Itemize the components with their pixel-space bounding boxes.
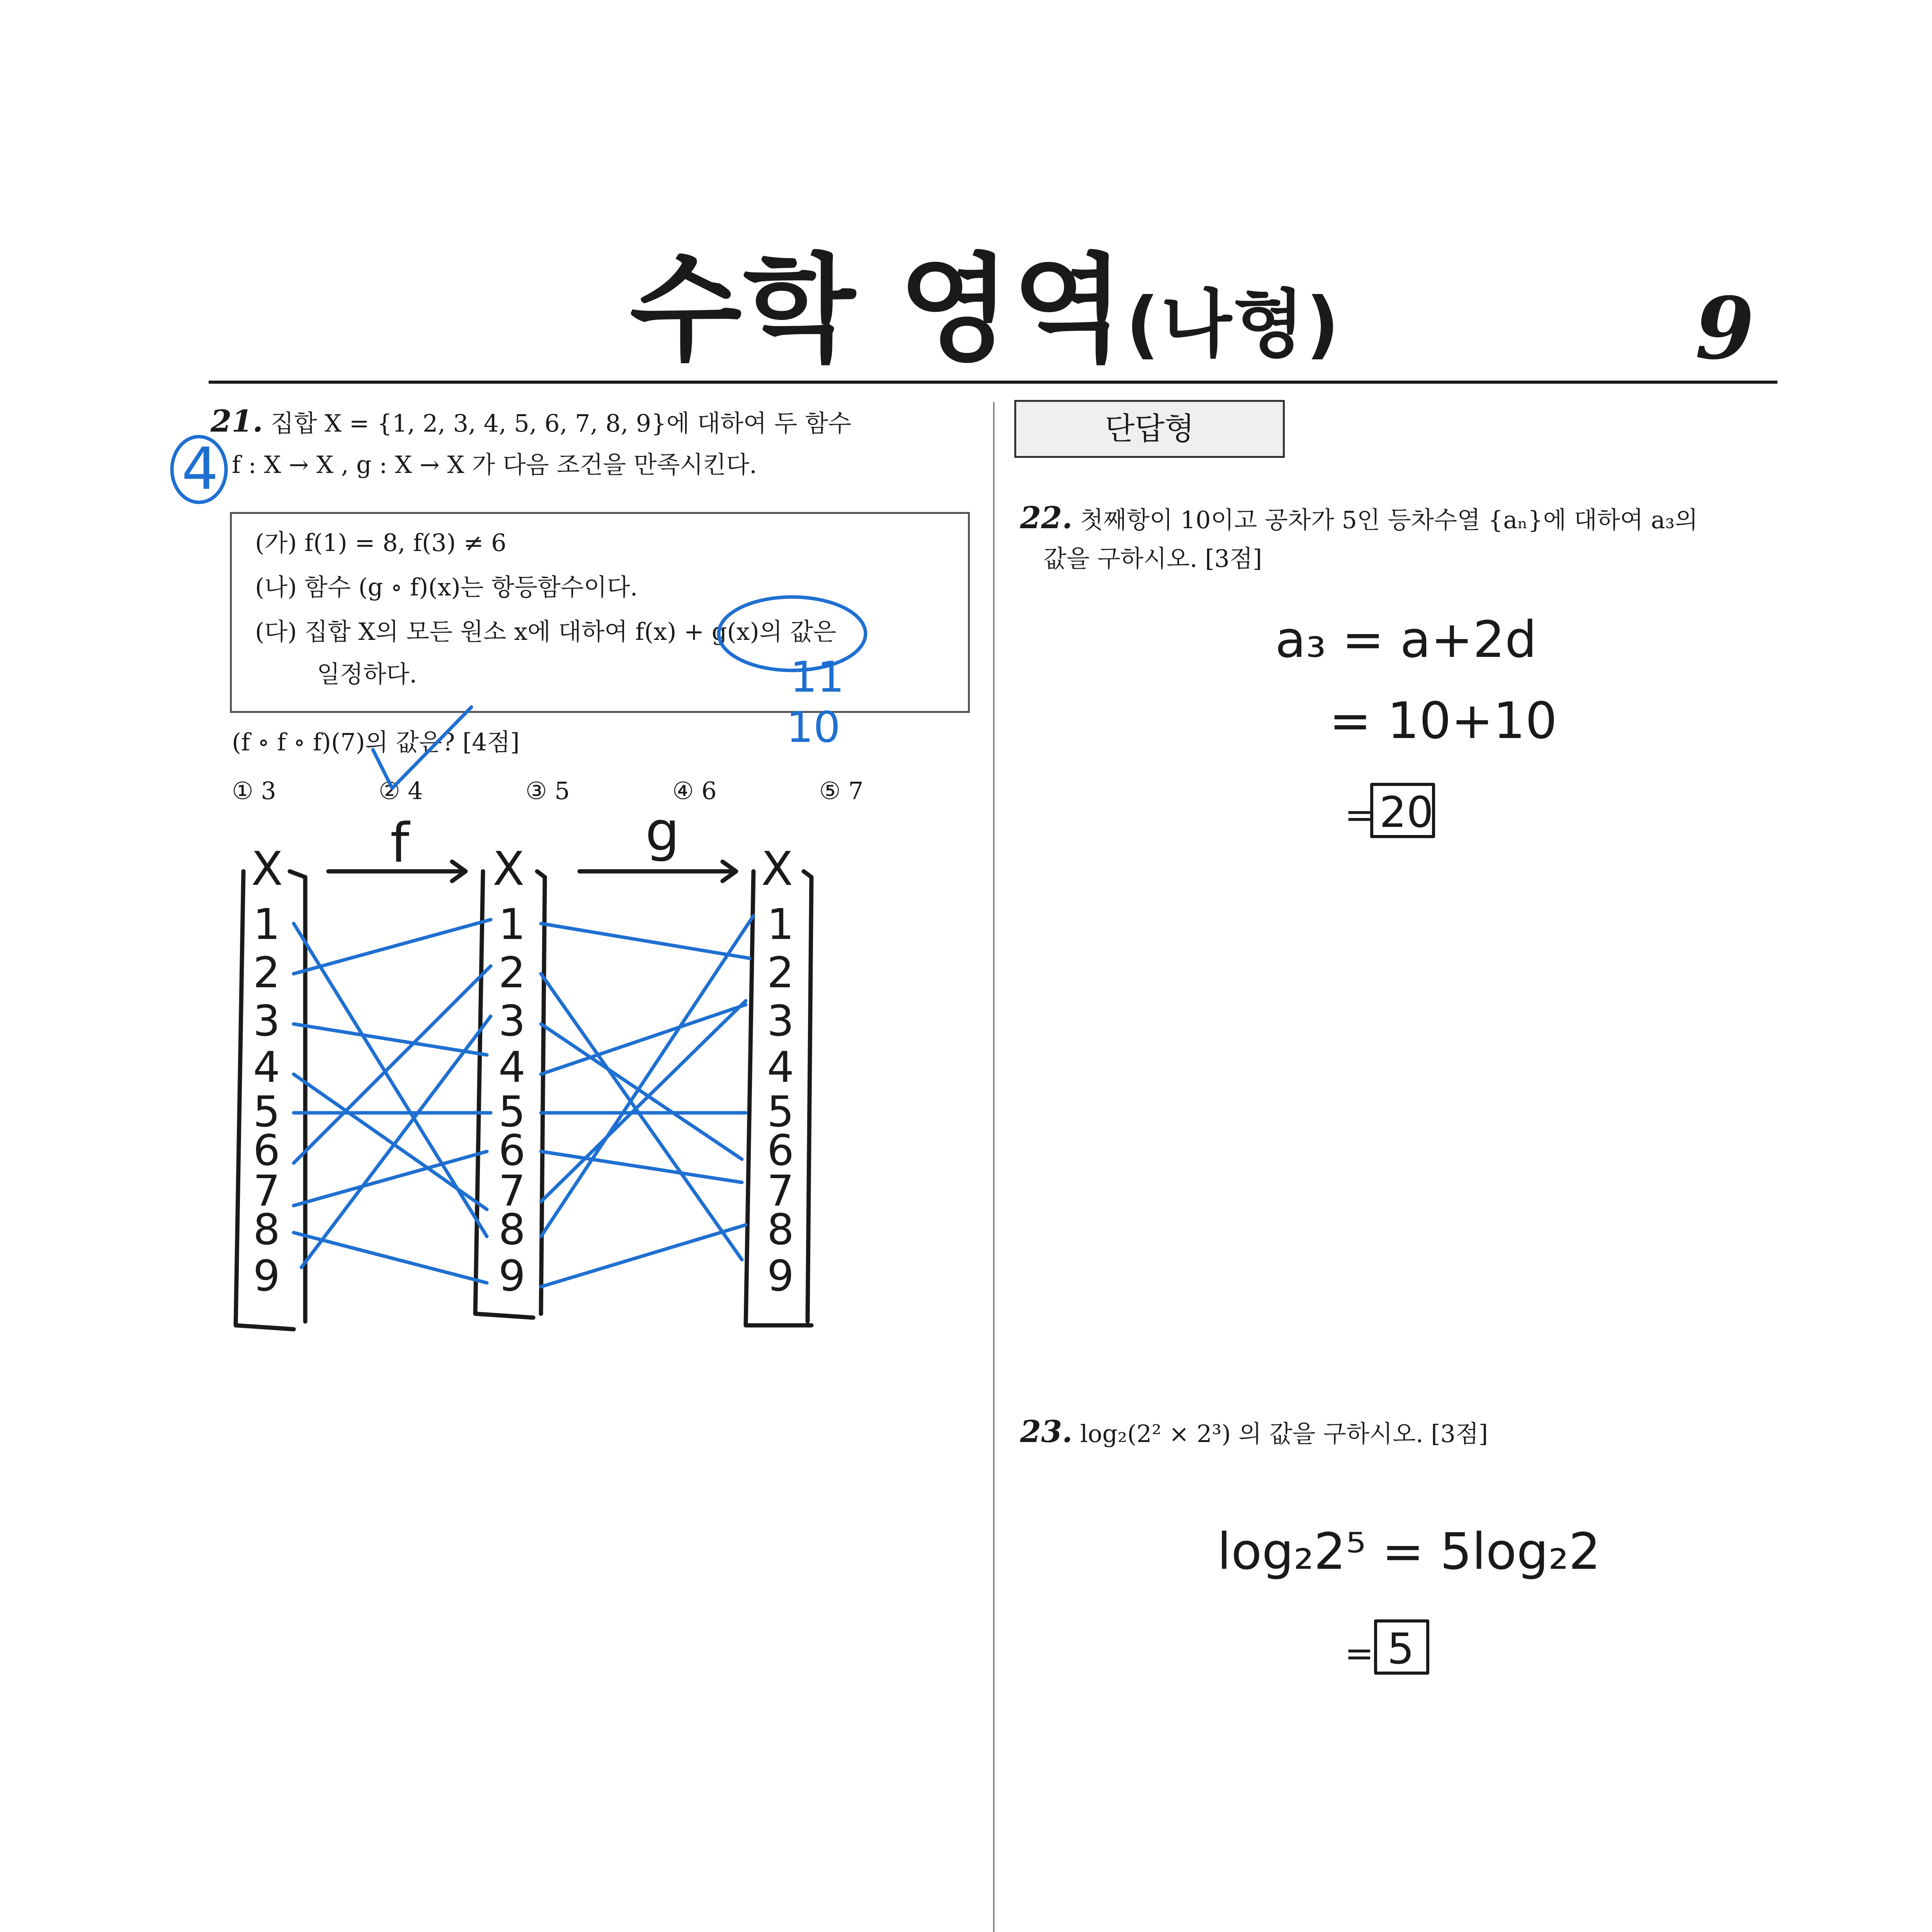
- set-element: 7: [498, 1166, 526, 1216]
- condition-ga: (가) f(1) = 8, f(3) ≠ 6: [255, 529, 507, 557]
- set-element: 6: [767, 1126, 794, 1175]
- set-element: 9: [498, 1251, 526, 1301]
- q22-work: [1275, 610, 1557, 837]
- set-element: 5: [767, 1087, 794, 1136]
- condition-na: (나) 함수 (g ∘ f)(x)는 항등함수이다.: [255, 573, 638, 601]
- q22-answer: 20: [1379, 787, 1434, 837]
- q22-work-line1: a₃ = a+2d: [1275, 610, 1537, 669]
- condition-da: (다) 집합 X의 모든 원소 x에 대하여 f(x) + g(x)의 값은: [255, 617, 837, 646]
- q21-question: (f ∘ f ∘ f)(7)의 값은? [4점]: [232, 728, 520, 756]
- set-label-3: X: [761, 842, 793, 896]
- q22-work-line2: = 10+10: [1329, 691, 1558, 750]
- q22-line1: 첫째항이 10이고 공차가 5인 등차수열 {aₙ}에 대하여 a₃의: [1080, 506, 1698, 534]
- condition-da-cont: 일정하다.: [317, 660, 417, 688]
- choice-1[interactable]: ① 3: [232, 777, 276, 805]
- f-arrow-line: [294, 1151, 487, 1206]
- q23-work-line1: log₂2⁵ = 5log₂2: [1217, 1522, 1601, 1581]
- q23-number: 23.: [1020, 1414, 1073, 1449]
- set-element: 7: [253, 1166, 280, 1216]
- set-element: 8: [253, 1205, 280, 1254]
- choice-check-mark: [373, 707, 471, 788]
- subject-type: (나형): [1126, 282, 1341, 367]
- q23-equals: =: [1345, 1633, 1374, 1674]
- q22-line2: 값을 구하시오. [3점]: [1043, 544, 1262, 573]
- mapping-diagram: [236, 800, 811, 1329]
- q23-line1: log₂(2² × 2³) 의 값을 구하시오. [3점]: [1080, 1420, 1488, 1448]
- set-element: 4: [498, 1043, 526, 1092]
- set-element: 6: [253, 1126, 280, 1175]
- set-element: 1: [498, 900, 526, 949]
- column-bracket-3b: [804, 871, 811, 1321]
- q21-line1: 집합 X = {1, 2, 3, 4, 5, 6, 7, 8, 9}에 대하여 두 함수: [270, 409, 852, 437]
- set-element: 9: [253, 1251, 280, 1301]
- set-label-2: X: [493, 842, 525, 896]
- codomain-elements: [767, 900, 794, 1301]
- set-element: 8: [767, 1205, 794, 1254]
- f-arrow-line: [301, 1016, 491, 1267]
- set-element: 2: [767, 948, 794, 997]
- g-arrow-line: [541, 923, 750, 958]
- q22-equals: =: [1345, 795, 1374, 835]
- set-element: 3: [253, 996, 280, 1046]
- set-label-1: X: [251, 842, 283, 896]
- set-element: 5: [498, 1087, 526, 1136]
- set-element: 2: [253, 948, 280, 997]
- g-mappings: [541, 916, 753, 1287]
- g-label: g: [645, 800, 680, 863]
- f-arrow-line: [294, 966, 491, 1163]
- f-label: f: [390, 812, 410, 875]
- choice-2[interactable]: ② 4: [379, 777, 423, 805]
- set-element: 3: [498, 996, 526, 1046]
- g-arrow-line: [541, 1024, 742, 1159]
- set-element: 4: [767, 1043, 794, 1092]
- set-element: 1: [253, 900, 280, 949]
- handwritten-sum-11: 11: [790, 652, 844, 702]
- short-answer-tag: 단답형: [1014, 400, 1285, 458]
- f-arrow-line: [294, 1074, 487, 1209]
- q21-number: 21.: [211, 404, 263, 439]
- q21-answer: 4: [182, 435, 219, 503]
- f-mappings: [294, 920, 491, 1283]
- set-element: 9: [767, 1251, 794, 1301]
- set-element: 4: [253, 1043, 280, 1092]
- q23-work: [1217, 1522, 1600, 1674]
- q22-number: 22.: [1020, 500, 1073, 536]
- g-arrow-line: [541, 1151, 742, 1182]
- set-element: 1: [767, 900, 794, 949]
- set-element: 3: [767, 996, 794, 1046]
- set-element: 8: [498, 1205, 526, 1254]
- f-arrow-line: [294, 1024, 487, 1055]
- f-arrow-line: [294, 920, 491, 974]
- g-arrow-line: [541, 1001, 746, 1202]
- g-arrow-line: [541, 916, 753, 1236]
- subject-title: 수학 영역: [629, 242, 1126, 377]
- g-arrow-line: [541, 1225, 746, 1287]
- column-bracket-2b: [537, 871, 545, 1314]
- choice-4[interactable]: ④ 6: [672, 777, 717, 805]
- set-element: 2: [498, 948, 526, 997]
- q23-answer: 5: [1387, 1624, 1414, 1673]
- choice-3[interactable]: ③ 5: [526, 777, 570, 805]
- choice-5[interactable]: ⑤ 7: [819, 777, 864, 805]
- set-element: 7: [767, 1166, 794, 1216]
- page-number: 9: [1695, 278, 1754, 378]
- middle-elements: [498, 900, 526, 1301]
- set-element: 6: [498, 1126, 526, 1175]
- domain-elements: [253, 900, 280, 1301]
- g-arrow: [580, 862, 736, 881]
- set-element: 5: [253, 1087, 280, 1136]
- q21-line2: f : X → X , g : X → X 가 다음 조건을 만족시킨다.: [232, 451, 757, 479]
- handwritten-sum-10: 10: [786, 702, 840, 752]
